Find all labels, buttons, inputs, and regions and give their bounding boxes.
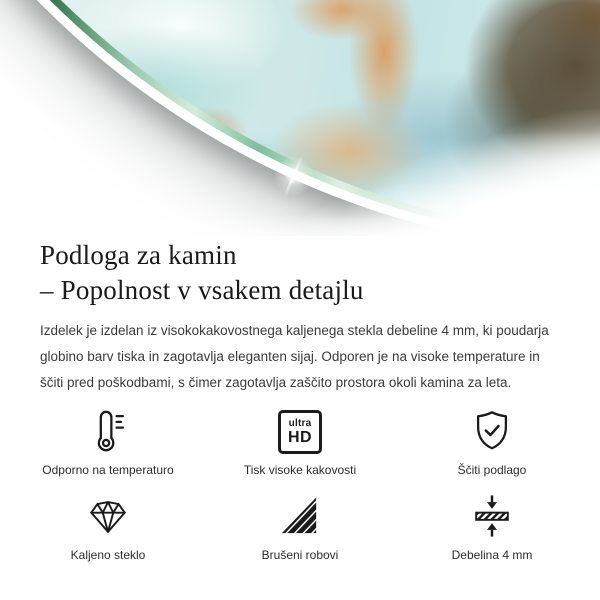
feature-label: Brušeni robovi bbox=[261, 548, 339, 562]
page-title bbox=[0, 238, 600, 308]
features-grid bbox=[0, 406, 600, 562]
feature-temperature bbox=[12, 406, 204, 477]
diamond-icon bbox=[85, 491, 131, 539]
feature-label: Ščiti podlago bbox=[457, 463, 527, 477]
feature-label: Kaljeno steklo bbox=[70, 548, 146, 562]
ultra-hd-icon bbox=[278, 406, 322, 454]
polished-edges-icon bbox=[277, 491, 323, 539]
feature-tempered-glass bbox=[12, 491, 204, 562]
thermometer-icon bbox=[85, 406, 131, 454]
ultra-hd-icon-text-bottom: HD bbox=[287, 428, 313, 446]
product-description: Izdelek je izdelan iz visokokakovostnega kaljenega stekla debeline 4 mm, ki poudarja globino barv tiska in zagotavlja eleganten sijaj. Odporen je na visoke temperature in ščiti pred poškodbami, s čimer zagotavlja zaščito prostora okoli kamina za leta. bbox=[40, 323, 549, 390]
sparkle-highlight bbox=[264, 146, 324, 206]
title-line-2: – Popolnost v vsakem detajlu bbox=[40, 275, 364, 305]
feature-polished-edges bbox=[204, 491, 396, 562]
feature-label: Tisk visoke kakovosti bbox=[243, 463, 357, 477]
feature-protection bbox=[396, 406, 588, 477]
product-image bbox=[0, 0, 600, 236]
shield-check-icon bbox=[469, 406, 515, 454]
ultra-hd-icon-text-top: ultra bbox=[288, 417, 312, 429]
thickness-icon bbox=[469, 491, 515, 539]
feature-label: Debelina 4 mm bbox=[451, 548, 533, 562]
feature-thickness bbox=[396, 491, 588, 562]
feature-print-quality bbox=[204, 406, 396, 477]
title-line-1: Podloga za kamin bbox=[40, 240, 237, 270]
feature-label: Odporno na temperaturo bbox=[42, 463, 174, 477]
product-info-section bbox=[0, 236, 600, 562]
